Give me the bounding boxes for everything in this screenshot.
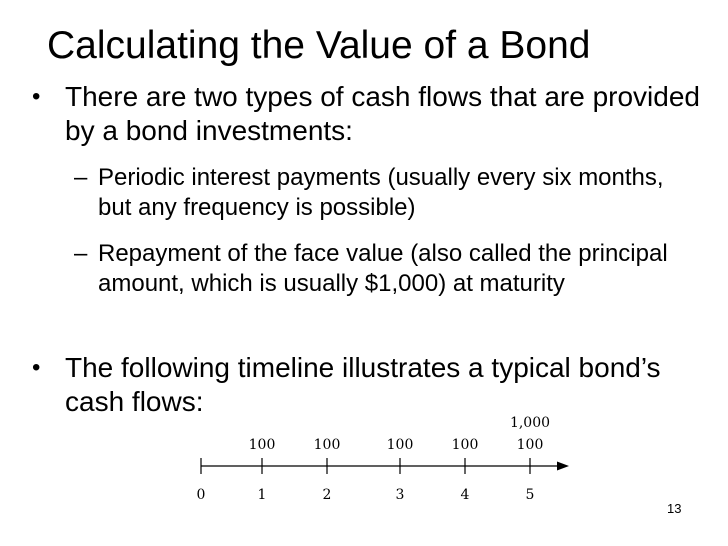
cash-flow-label: 100 xyxy=(451,437,479,453)
cash-flow-label: 100 xyxy=(248,437,276,453)
period-label: 4 xyxy=(460,487,470,503)
period-label: 5 xyxy=(525,487,535,503)
bullet-text: There are two types of cash flows that are provided by a bond investments: xyxy=(65,81,700,146)
subbullet-text: Repayment of the face value (also called the principal amount, which is usually $1,000) at maturity xyxy=(98,240,668,297)
page-number: 13 xyxy=(667,501,682,516)
subbullet-marker: – xyxy=(74,164,88,191)
subbullet-marker: – xyxy=(74,240,88,267)
period-label: 3 xyxy=(395,487,405,503)
period-label: 2 xyxy=(322,487,332,503)
bullet-marker: • xyxy=(32,83,41,110)
slide-title: Calculating the Value of a Bond xyxy=(47,24,591,67)
bullet-text: The following timeline illustrates a typical bond’s cash flows: xyxy=(65,352,661,417)
cash-flow-label: 100 xyxy=(516,437,544,453)
cash-flow-label: 100 xyxy=(313,437,341,453)
timeline-arrowhead xyxy=(557,462,569,471)
face-value-label: 1,000 xyxy=(509,415,551,431)
period-label: 1 xyxy=(257,487,267,503)
cash-flow-label: 100 xyxy=(386,437,414,453)
period-label: 0 xyxy=(196,487,206,503)
bullet-marker: • xyxy=(32,354,41,381)
subbullet-text: Periodic interest payments (usually every six months, but any frequency is possible) xyxy=(98,164,664,221)
